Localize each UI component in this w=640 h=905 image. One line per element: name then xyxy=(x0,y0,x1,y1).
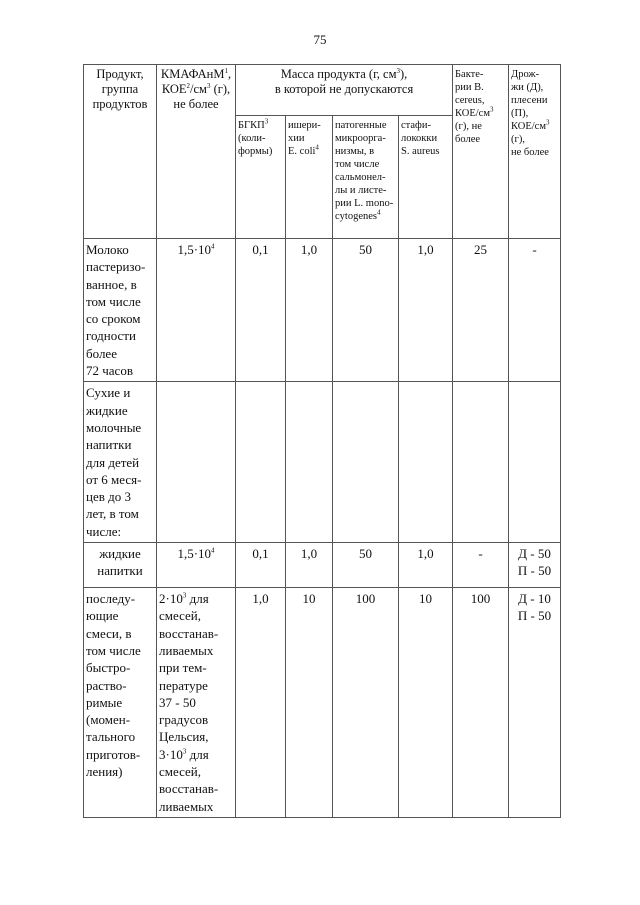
cell-yeast: Д - 10 П - 50 xyxy=(509,588,561,818)
cell-pathogens: 50 xyxy=(333,239,399,382)
header-row xyxy=(84,65,561,116)
cell-product: жидкие напитки xyxy=(84,543,157,588)
cell-kmafanm: $2\cdot 10^3$ для смесей, восстанав- ливаемых при тем- пературе 37 - 50 градусов Цельсия, $3\cdot 10^3$ для смесей, восстанав- ливаемых xyxy=(157,588,236,818)
header-staph: стафи- лококки S. aureus xyxy=(399,116,453,239)
cell-bcereus: 100 xyxy=(453,588,509,818)
page-number: 75 xyxy=(313,32,327,47)
header-bgkp: БГКП$^3$ (коли- формы) xyxy=(236,116,286,239)
microbiology-table xyxy=(83,64,561,818)
header-yeast-mold: Дрож- жи (Д), плесени (П), КОЕ/$см^3$ (г), не более xyxy=(509,65,561,239)
cell-empty xyxy=(333,382,399,543)
cell-ecoli: 1,0 xyxy=(286,543,333,588)
cell-empty xyxy=(157,382,236,543)
header-ecoli: ишери- хии E. coli$^4$ xyxy=(286,116,333,239)
header-bcereus: Бакте- рии B. cereus, КОЕ/$см^3$ (г), не более xyxy=(453,65,509,239)
cell-bgkp: 1,0 xyxy=(236,588,286,818)
header-product: Продукт, группа продуктов xyxy=(84,65,157,239)
cell-bgkp: 0,1 xyxy=(236,543,286,588)
table-row xyxy=(84,543,561,588)
cell-empty xyxy=(509,382,561,543)
cell-pathogens: 50 xyxy=(333,543,399,588)
cell-empty xyxy=(453,382,509,543)
cell-bcereus: 25 xyxy=(453,239,509,382)
cell-bcereus: - xyxy=(453,543,509,588)
cell-yeast: - xyxy=(509,239,561,382)
table-row xyxy=(84,382,561,543)
cell-product: последу- ющие смеси, в том числе быстро- раство- римые (момен- тального приготов- ления) xyxy=(84,588,157,818)
cell-staph: 1,0 xyxy=(399,239,453,382)
cell-staph: 1,0 xyxy=(399,543,453,588)
cell-empty xyxy=(236,382,286,543)
cell-kmafanm: $1,5\cdot 10^4$ xyxy=(157,239,236,382)
header-pathogens: патогенные микроорга- низмы, в том числе сальмонел- лы и листе- рии L. mono- cytogenes$^4$ xyxy=(333,116,399,239)
header-kmafanm: КМАФАнМ$^1$, $КОЕ^2/см^3$ (г), не более xyxy=(157,65,236,239)
cell-bgkp: 0,1 xyxy=(236,239,286,382)
cell-empty xyxy=(399,382,453,543)
header-mass-group: Масса продукта (г, $см^3$), в которой не допускаются xyxy=(236,65,453,116)
cell-ecoli: 10 xyxy=(286,588,333,818)
cell-yeast: Д - 50 П - 50 xyxy=(509,543,561,588)
cell-product: Молоко пастеризо- ванное, в том числе со сроком годности более 72 часов xyxy=(84,239,157,382)
cell-pathogens: 100 xyxy=(333,588,399,818)
cell-kmafanm: $1,5\cdot 10^4$ xyxy=(157,543,236,588)
cell-product: Сухие и жидкие молочные напитки для детей от 6 меся- цев до 3 лет, в том числе: xyxy=(84,382,157,543)
cell-ecoli: 1,0 xyxy=(286,239,333,382)
table-row xyxy=(84,239,561,382)
cell-staph: 10 xyxy=(399,588,453,818)
cell-empty xyxy=(286,382,333,543)
table-row xyxy=(84,588,561,818)
